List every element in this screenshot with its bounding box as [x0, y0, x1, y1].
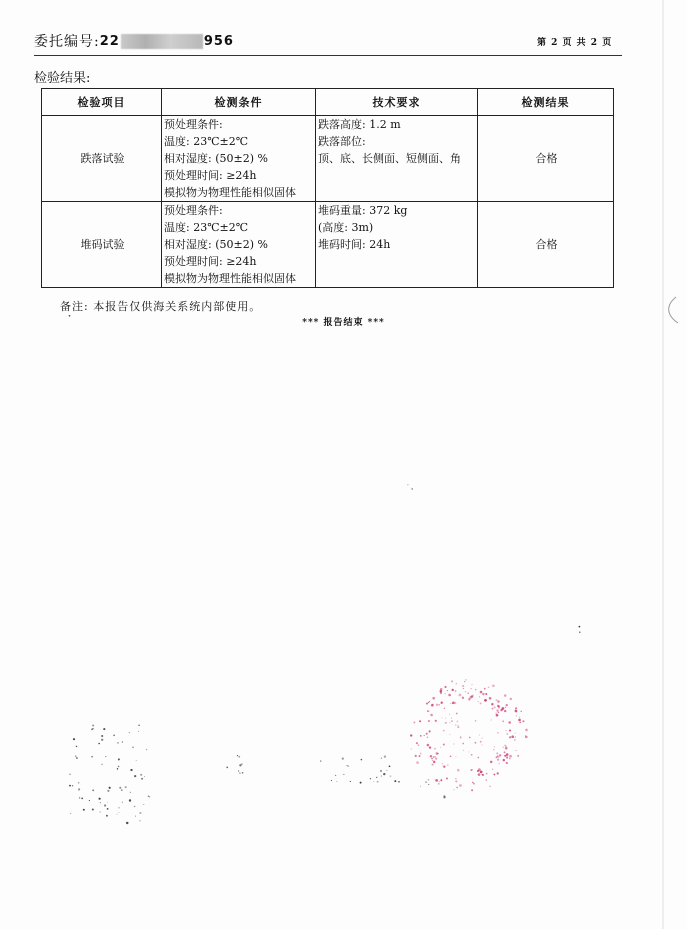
stamp-ink	[410, 679, 528, 791]
entrust-number	[34, 31, 234, 51]
report-end-mark: *** 报告结束 ***	[302, 318, 385, 328]
results-table	[41, 88, 614, 288]
condition-line: 相对湿度: (50±2) %	[164, 152, 268, 165]
requirement-line: 堆码重量: 372 kg	[318, 204, 408, 217]
requirement-line: (高度: 3m)	[318, 221, 374, 234]
condition-line: 温度: 23℃±2℃	[164, 221, 249, 234]
test-item: 跌落试验	[42, 116, 162, 202]
table-header-row	[42, 89, 614, 116]
remark-note: 备注: 本报告仅供海关系统内部使用。	[60, 300, 262, 313]
section-title: 检验结果:	[34, 71, 91, 86]
redaction-block	[121, 34, 203, 49]
technical-requirements	[316, 116, 478, 202]
requirement-line: 堆码时间: 24h	[318, 238, 391, 251]
page-curl-mark	[662, 295, 682, 325]
col-header-requirements: 技术要求	[316, 89, 478, 116]
entrust-suffix: 956	[203, 33, 234, 49]
header-rule	[34, 55, 622, 56]
condition-line: 相对湿度: (50±2) %	[164, 238, 268, 251]
col-header-item: 检验项目	[42, 89, 162, 116]
condition-line: 预处理条件:	[164, 204, 223, 217]
page-info: 第 2 页 共 2 页	[537, 38, 613, 48]
condition-line: 预处理时间: ≥24h	[164, 169, 257, 182]
condition-line: 预处理时间: ≥24h	[164, 255, 257, 268]
table-row	[42, 116, 614, 202]
technical-requirements	[316, 202, 478, 288]
test-item: 堆码试验	[42, 202, 162, 288]
col-header-result: 检测结果	[478, 89, 614, 116]
condition-line: 模拟物为物理性能相似固体	[164, 186, 296, 199]
faded-seal-stamp	[400, 673, 530, 793]
condition-line: 预处理条件:	[164, 118, 223, 131]
entrust-prefix: 22	[99, 33, 120, 49]
requirement-line: 顶、底、长侧面、短侧面、角	[318, 152, 461, 165]
requirement-line: 跌落高度: 1.2 m	[318, 118, 401, 131]
condition-line: 温度: 23℃±2℃	[164, 135, 249, 148]
col-header-conditions: 检测条件	[162, 89, 316, 116]
test-result: 合格	[478, 202, 614, 288]
entrust-label: 委托编号:	[34, 34, 100, 50]
test-result: 合格	[478, 116, 614, 202]
condition-line: 模拟物为物理性能相似固体	[164, 272, 296, 285]
table-row	[42, 202, 614, 288]
test-conditions	[162, 202, 316, 288]
page-edge-shadow	[662, 0, 664, 929]
requirement-line: 跌落部位:	[318, 135, 366, 148]
test-conditions	[162, 116, 316, 202]
